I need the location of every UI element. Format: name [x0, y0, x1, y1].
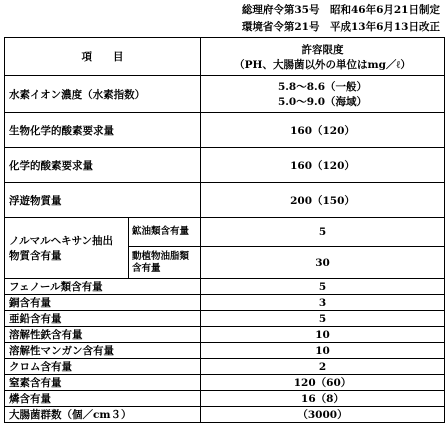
row-value-general: 5.8～8.6（一般） — [277, 81, 368, 93]
row-name: 窒素含有量 — [5, 375, 201, 391]
row-name: 燐含有量 — [5, 391, 201, 407]
table-row — [5, 279, 445, 295]
table-row — [5, 375, 445, 391]
table-row — [5, 343, 445, 359]
limit-column-header — [201, 38, 445, 76]
row-value: 160（120） — [201, 148, 445, 183]
table-row — [5, 407, 445, 423]
row-value: 3 — [201, 295, 445, 311]
row-value: 16（8） — [201, 391, 445, 407]
table-row — [5, 391, 445, 407]
row-name-line1: ノルマルヘキサン抽出 — [9, 235, 114, 247]
row-name: 銅含有量 — [5, 295, 201, 311]
row-value: 2 — [201, 359, 445, 375]
table-header-row — [5, 38, 445, 76]
row-name-group — [5, 218, 129, 279]
table-row — [5, 218, 445, 247]
limit-header-title: 許容限度 — [301, 43, 344, 56]
table-row — [5, 311, 445, 327]
row-name: 溶解性マンガン含有量 — [5, 343, 201, 359]
row-name: フェノール類含有量 — [5, 279, 201, 295]
row-name: 溶解性鉄含有量 — [5, 327, 201, 343]
table-row — [5, 295, 445, 311]
row-name-line2: 物質含有量 — [9, 250, 62, 262]
table-row — [5, 113, 445, 148]
effluent-standards-table — [4, 37, 445, 423]
sub-row-name: 鉱油類含有量 — [129, 218, 201, 247]
row-name: 水素イオン濃度（水素指数） — [5, 76, 201, 113]
table-row — [5, 359, 445, 375]
ordinance-line: 総理府令第35号 昭和46年6月21日制定 — [241, 4, 440, 16]
revision-line: 環境省令第21号 平成13年6月13日改正 — [241, 21, 440, 33]
row-name: クロム含有量 — [5, 359, 201, 375]
row-value: 160（120） — [201, 113, 445, 148]
row-value: （3000） — [201, 407, 445, 423]
table-row — [5, 76, 445, 113]
row-value — [201, 76, 445, 113]
row-value: 5 — [201, 311, 445, 327]
row-value: 200（150） — [201, 183, 445, 218]
row-name: 亜鉛含有量 — [5, 311, 201, 327]
row-value: 120（60） — [201, 375, 445, 391]
item-column-header: 項 目 — [5, 38, 201, 76]
row-name: 生物化学的酸素要求量 — [5, 113, 201, 148]
table-row — [5, 183, 445, 218]
row-name: 浮遊物質量 — [5, 183, 201, 218]
row-value: 30 — [201, 247, 445, 279]
row-name: 大腸菌群数（個／cm３） — [5, 407, 201, 423]
table-row — [5, 148, 445, 183]
row-value: 10 — [201, 327, 445, 343]
row-value: 10 — [201, 343, 445, 359]
limit-header-unit: （PH、大腸菌以外の単位はmg／ℓ） — [234, 58, 411, 71]
row-value-sea: 5.0～9.0（海域） — [277, 96, 368, 108]
row-name: 化学的酸素要求量 — [5, 148, 201, 183]
sub-row-name: 動植物油脂類含有量 — [129, 247, 201, 279]
row-value: 5 — [201, 218, 445, 247]
table-row — [5, 327, 445, 343]
row-value: 5 — [201, 279, 445, 295]
